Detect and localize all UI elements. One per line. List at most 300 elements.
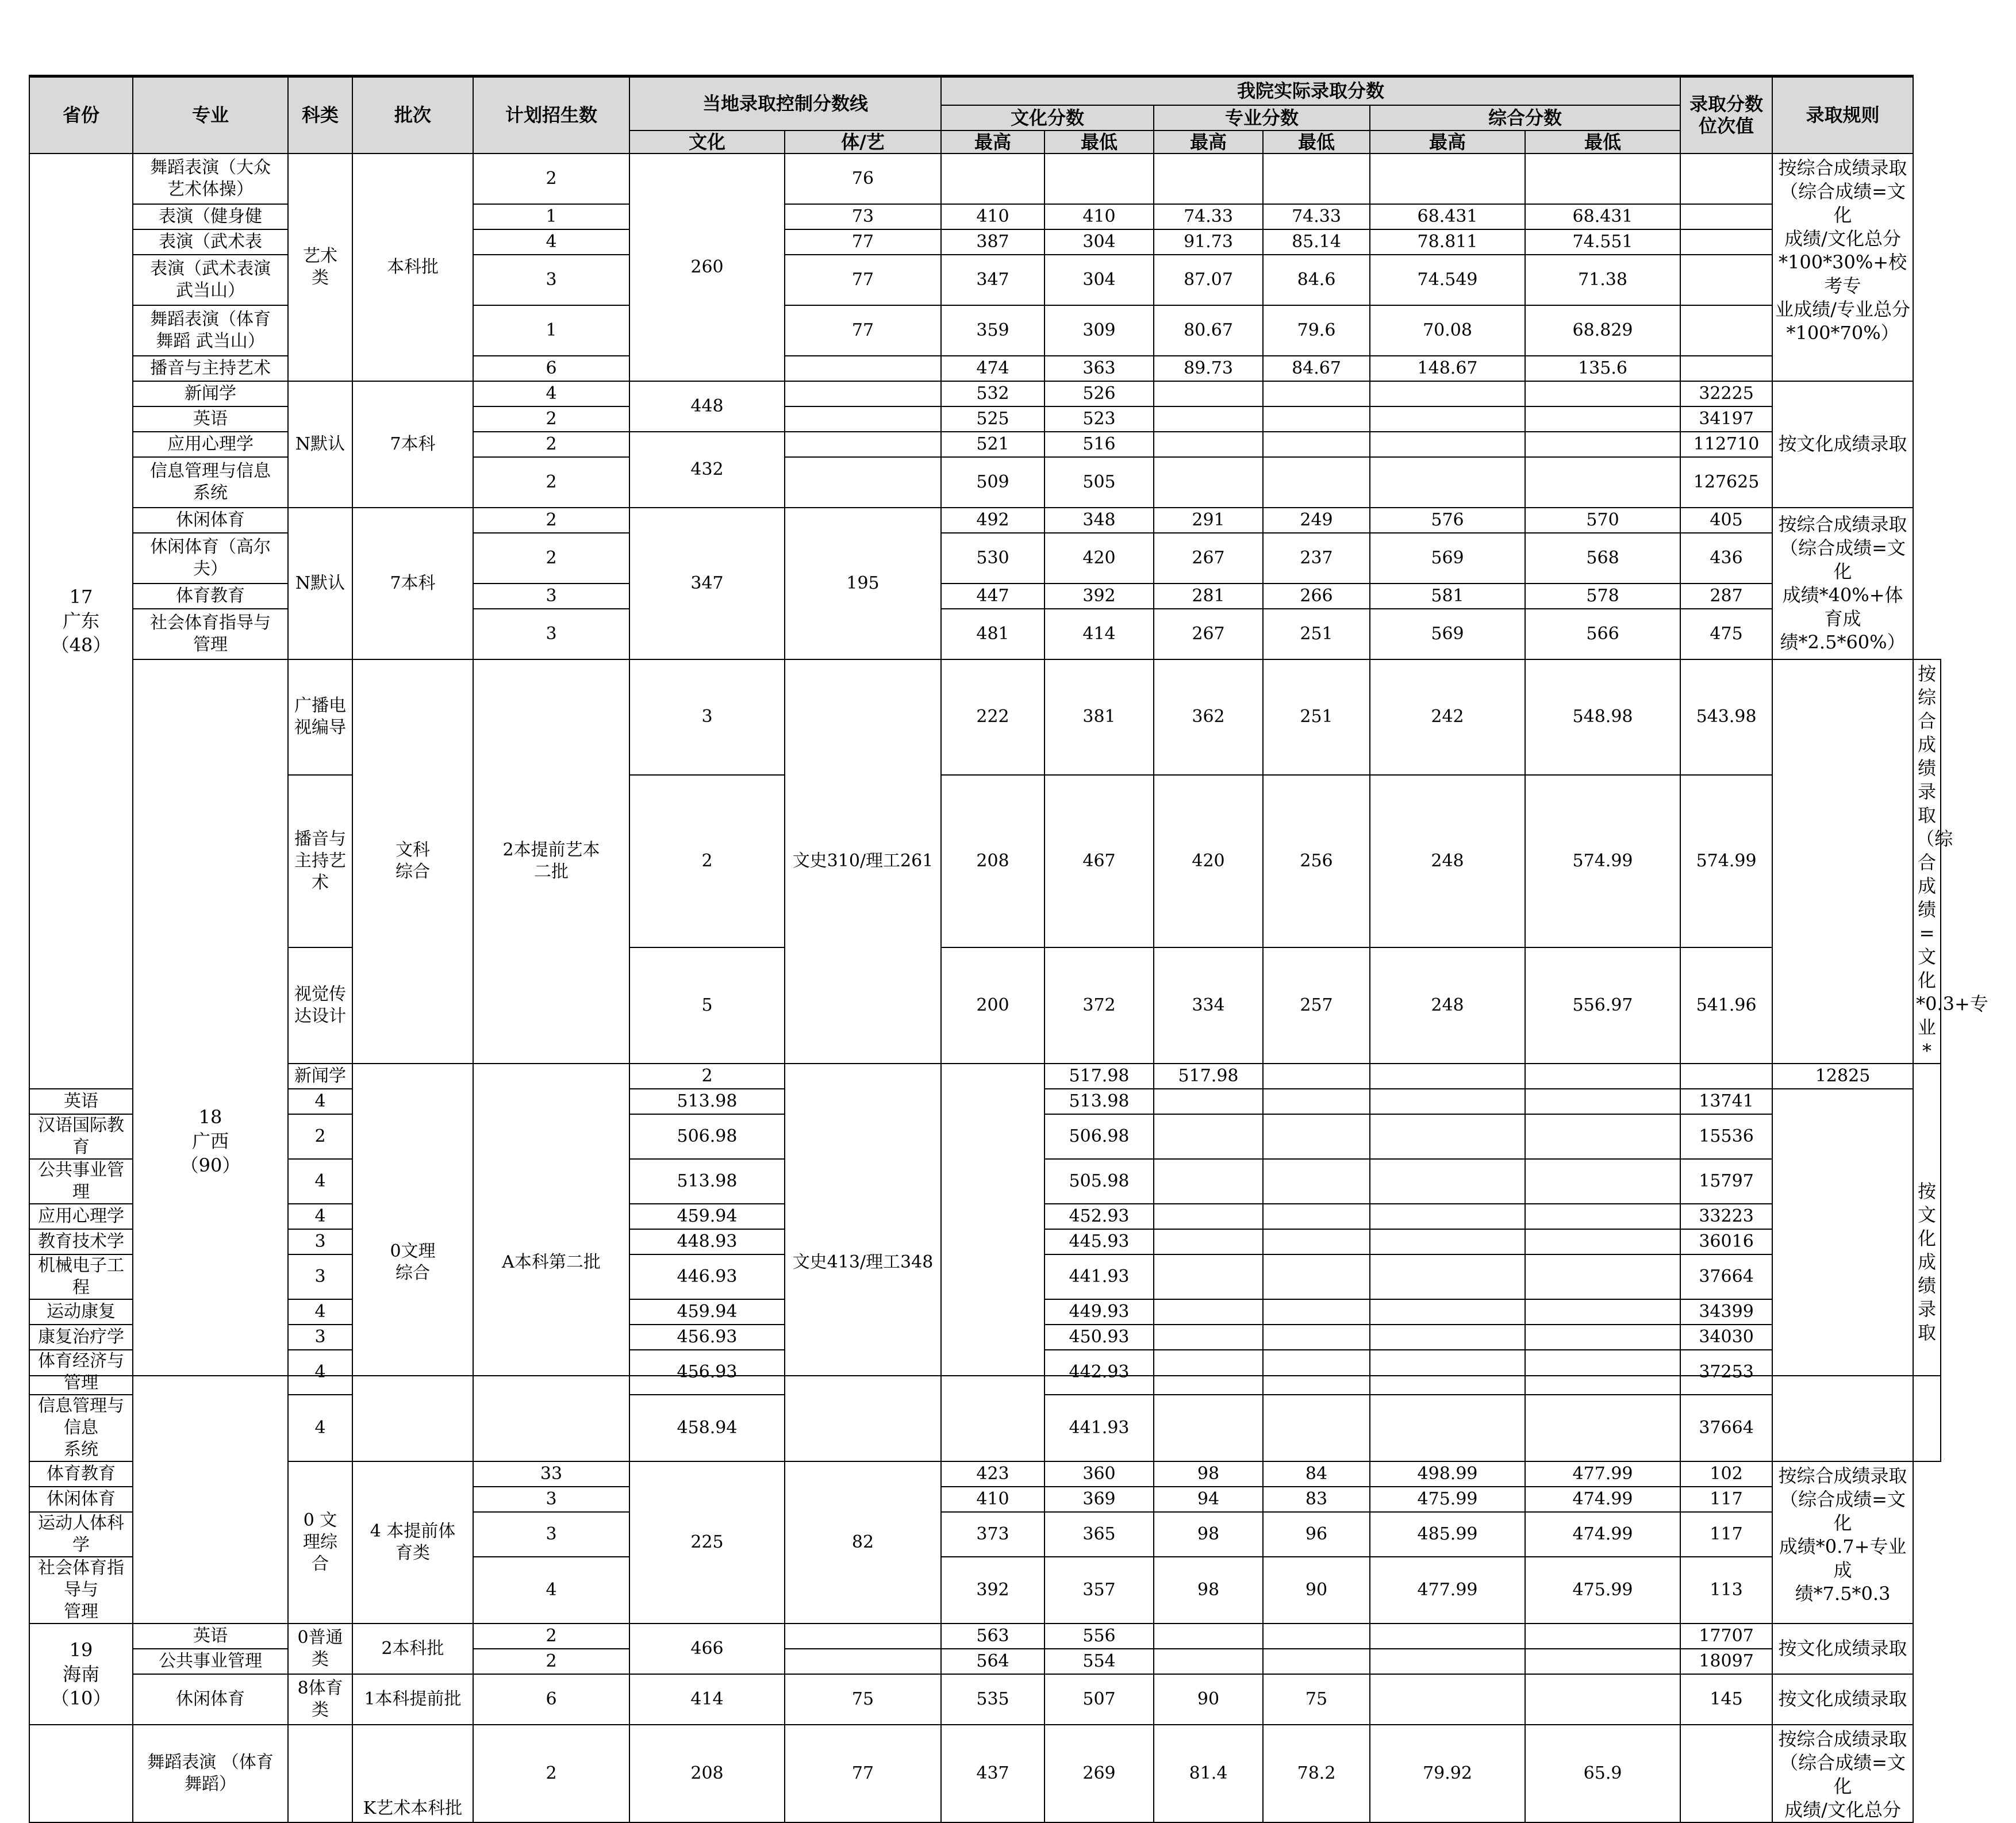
total-max-cell [1370,1114,1525,1159]
culture-min-cell: 365 [1045,1512,1154,1557]
major-cell: 应用心理学 [29,1204,133,1229]
culture-max-cell: 492 [941,508,1045,533]
plan-cell: 5 [629,947,785,1064]
plan-cell: 2 [473,153,629,204]
major-min-cell: 96 [1263,1512,1370,1557]
major-max-cell [1154,1624,1263,1649]
total-max-cell: 68.431 [1370,204,1525,229]
subject-cell [288,1725,352,1822]
header-max: 最高 [1370,131,1525,153]
total-max-cell [1370,1089,1525,1114]
major-cell: 英语 [133,406,288,432]
rank-cell: 17707 [1680,1624,1772,1649]
local-sport-cell: 82 [785,1461,941,1624]
total-max-cell: 79.92 [1370,1725,1525,1822]
subject-cell: 艺术 类 [288,153,352,381]
total-max-cell [1370,1299,1525,1325]
culture-min-cell: 269 [1045,1725,1154,1822]
plan-cell: 6 [473,356,629,381]
major-max-cell [1154,1649,1263,1674]
rank-cell: 37664 [1680,1395,1772,1461]
major-min-cell: 248 [1370,947,1525,1064]
plan-cell: 3 [473,609,629,659]
subject-cell: 0普通 类 [288,1624,352,1674]
header-rule: 录取规则 [1772,76,1913,153]
major-max-cell [1154,1395,1263,1461]
plan-cell: 3 [629,659,785,776]
major-cell: 教育技术学 [29,1229,133,1254]
rank-cell: 12825 [1772,1064,1913,1089]
major-cell: 广播电视编导 [288,659,352,776]
major-min-cell [1263,432,1370,457]
major-min-cell [1263,1089,1370,1114]
total-max-cell: 74.549 [1370,255,1525,305]
major-max-cell: 74.33 [1154,204,1263,229]
total-min-cell [1525,1674,1680,1725]
major-min-cell [1263,1114,1370,1159]
total-min-cell: 474.99 [1525,1512,1680,1557]
table-row [29,153,1941,204]
major-min-cell [1263,1624,1370,1649]
plan-cell: 6 [473,1674,629,1725]
admission-table [29,75,1988,1823]
major-min-cell [1263,457,1370,508]
rank-cell [1680,204,1772,229]
total-min-cell: 475.99 [1525,1557,1680,1624]
major-cell: 信息管理与信息 系统 [133,457,288,508]
major-max-cell: 81.4 [1154,1725,1263,1822]
header-total-score: 综合分数 [1370,105,1680,131]
culture-min-cell: 348 [1045,508,1154,533]
header-local-culture: 文化 [629,131,785,153]
header-local-sport-art: 体/艺 [785,131,941,153]
major-min-cell [1263,1350,1370,1395]
total-min-cell: 68.431 [1525,204,1680,229]
local-sport-cell [785,457,941,508]
culture-max-cell: 525 [941,406,1045,432]
total-min-cell [1680,1064,1772,1089]
culture-min-cell: 554 [1045,1649,1154,1674]
major-max-cell: 89.73 [1154,356,1263,381]
culture-max-cell: 459.94 [629,1204,785,1229]
rank-cell [1680,255,1772,305]
header-max: 最高 [1154,131,1263,153]
total-max-cell [1525,1064,1680,1089]
major-min-cell [1263,153,1370,204]
local-culture-cell: 347 [629,508,785,659]
local-sport-cell [785,406,941,432]
rule-cell: 按文化成绩录取 [1913,1064,1941,1461]
culture-min-cell: 420 [1045,533,1154,584]
total-max-cell: 477.99 [1370,1557,1525,1624]
major-max-cell [1154,1114,1263,1159]
rank-cell: 18097 [1680,1649,1772,1674]
table-row [29,947,1941,1064]
culture-min-cell: 506.98 [1045,1114,1154,1159]
table-header [29,76,1941,153]
local-culture-cell: 文史413/理工348 [785,1064,941,1461]
culture-min-cell: 449.93 [1045,1299,1154,1325]
major-min-cell [1263,1159,1370,1204]
subject-cell: N默认 [288,381,352,508]
total-max-cell [1370,1624,1525,1649]
plan-cell: 2 [629,1064,785,1089]
culture-max-cell: 467 [1045,775,1154,947]
major-max-cell [1154,1299,1263,1325]
total-max-cell [1370,1229,1525,1254]
local-sport-cell [785,432,941,457]
total-max-cell [1370,1395,1525,1461]
major-max-cell [1154,1159,1263,1204]
culture-max-cell: 506.98 [629,1114,785,1159]
culture-max-cell: 373 [941,1512,1045,1557]
major-max-cell: 281 [1154,584,1263,609]
major-max-cell: 98 [1154,1557,1263,1624]
total-min-cell [1525,1299,1680,1325]
total-min-cell [1525,1159,1680,1204]
rule-cell: 按文化成绩录取 [1772,381,1913,508]
subject-cell: 0 文 理综 合 [288,1461,352,1624]
major-cell: 公共事业管理 [133,1649,288,1674]
culture-min-cell: 442.93 [1045,1350,1154,1395]
local-sport-cell: 77 [785,229,941,255]
plan-cell: 3 [288,1254,352,1299]
major-min-cell [1263,1204,1370,1229]
major-max-cell: 256 [1263,775,1370,947]
major-cell: 体育教育 [133,584,288,609]
plan-cell: 2 [473,508,629,533]
rank-cell: 33223 [1680,1204,1772,1229]
culture-min-cell: 420 [1154,775,1263,947]
local-sport-cell: 208 [941,775,1045,947]
culture-min-cell: 523 [1045,406,1154,432]
major-min-cell [1263,1229,1370,1254]
rank-cell: 36016 [1680,1229,1772,1254]
batch-cell: K艺术本科批 [352,1725,473,1822]
major-min-cell [1263,1299,1370,1325]
total-min-cell: 74.551 [1525,229,1680,255]
plan-cell: 2 [629,775,785,947]
total-max-cell [1370,1674,1525,1725]
major-max-cell: 267 [1154,533,1263,584]
rank-cell: 15797 [1680,1159,1772,1204]
local-sport-cell: 76 [785,153,941,204]
table-row [29,659,1941,776]
rank-cell: 15536 [1680,1114,1772,1159]
culture-min-cell: 360 [1045,1461,1154,1487]
rank-cell: 127625 [1680,457,1772,508]
plan-cell: 3 [473,1512,629,1557]
major-min-cell: 84.6 [1263,255,1370,305]
province-cell [29,1725,133,1822]
major-cell: 新闻学 [133,381,288,406]
local-culture-cell: 225 [629,1461,785,1624]
major-cell: 舞蹈表演 （体育 舞蹈） [133,1725,288,1822]
culture-max-cell: 532 [941,381,1045,406]
major-max-cell: 257 [1263,947,1370,1064]
major-max-cell [1154,1325,1263,1350]
culture-max-cell: 456.93 [629,1325,785,1350]
local-culture-cell: 466 [629,1624,785,1674]
major-max-cell [1154,406,1263,432]
total-min-cell [1525,1395,1680,1461]
header-plan: 计划招生数 [473,76,629,153]
major-max-cell [1154,432,1263,457]
major-max-cell: 98 [1154,1512,1263,1557]
total-max-cell: 569 [1370,533,1525,584]
culture-max-cell: 437 [941,1725,1045,1822]
major-max-cell [1154,1089,1263,1114]
local-sport-cell: 200 [941,947,1045,1064]
table-row [29,508,1941,533]
total-min-cell [1525,153,1680,204]
batch-cell: 4 本提前体 育类 [352,1461,473,1624]
culture-max-cell: 563 [941,1624,1045,1649]
local-sport-cell: 75 [785,1674,941,1725]
major-cell: 表演（健身健 [133,204,288,229]
culture-min-cell: 362 [1154,659,1263,776]
major-max-cell [1154,153,1263,204]
subject-cell: 8体育 类 [288,1674,352,1725]
header-actual: 我院实际录取分数 [941,76,1680,105]
rank-cell: 34197 [1680,406,1772,432]
major-cell: 社会体育指导与 管理 [29,1557,133,1624]
major-max-cell: 291 [1154,508,1263,533]
culture-min-cell: 507 [1045,1674,1154,1725]
admission-score-sheet [29,75,1988,1821]
plan-cell: 3 [473,1487,629,1512]
total-min-cell [1525,1229,1680,1254]
culture-max-cell: 474 [941,356,1045,381]
header-min: 最低 [1263,131,1370,153]
major-cell: 汉语国际教育 [29,1114,133,1159]
major-min-cell: 249 [1263,508,1370,533]
culture-min-cell: 505.98 [1045,1159,1154,1204]
major-cell: 休闲体育 [133,1674,288,1725]
major-cell: 信息管理与信息 系统 [29,1395,133,1461]
local-sport-cell [785,381,941,406]
major-min-cell: 90 [1263,1557,1370,1624]
major-min-cell [1263,1395,1370,1461]
total-min-cell: 578 [1525,584,1680,609]
local-sport-cell [785,356,941,381]
culture-min-cell: 369 [1045,1487,1154,1512]
culture-max-cell: 423 [941,1461,1045,1487]
major-cell: 体育教育 [29,1461,133,1487]
plan-cell: 2 [473,432,629,457]
culture-min-cell: 513.98 [1045,1089,1154,1114]
local-culture-cell: 432 [629,432,785,508]
local-culture-cell: 448 [629,381,785,432]
major-cell: 舞蹈表演（大众 艺术体操） [133,153,288,204]
batch-cell: 7本科 [352,508,473,659]
table-body [29,153,1988,1822]
total-min-cell [1525,1204,1680,1229]
total-min-cell: 135.6 [1525,356,1680,381]
rule-cell: 按文化成绩录取 [1772,1624,1913,1674]
culture-max-cell: 517.98 [1045,1064,1154,1089]
rule-cell: 按文化成绩录取 [1772,1674,1913,1725]
header-rank: 录取分数 位次值 [1680,76,1772,153]
province-cell: 17 广东 （48） [29,153,133,1089]
major-min-cell: 83 [1263,1487,1370,1512]
culture-min-cell: 410 [1045,204,1154,229]
major-cell: 表演（武术表演 武当山） [133,255,288,305]
rank-cell: 405 [1680,508,1772,533]
header-local-line: 当地录取控制分数线 [629,76,941,131]
table-row [29,1624,1941,1649]
local-sport-cell [785,1624,941,1649]
local-sport-cell [785,1649,941,1674]
major-cell: 播音与主持艺术 [133,356,288,381]
total-max-cell: 498.99 [1370,1461,1525,1487]
major-max-cell: 90 [1154,1674,1263,1725]
major-max-cell: 251 [1263,659,1370,776]
major-max-cell [1154,1229,1263,1254]
total-min-cell: 71.38 [1525,255,1680,305]
plan-cell: 2 [473,406,629,432]
major-min-cell [1263,381,1370,406]
plan-cell: 33 [473,1461,629,1487]
major-cell: 舞蹈表演（体育 舞蹈 武当山） [133,305,288,356]
batch-cell: 7本科 [352,381,473,508]
culture-max-cell: 372 [1045,947,1154,1064]
culture-max-cell: 347 [941,255,1045,305]
major-cell: 休闲体育 [133,508,288,533]
major-min-cell: 75 [1263,1674,1370,1725]
culture-max-cell: 509 [941,457,1045,508]
major-cell: 运动康复 [29,1299,133,1325]
major-min-cell: 248 [1370,775,1525,947]
plan-cell: 4 [288,1089,352,1114]
plan-cell: 4 [288,1159,352,1204]
rank-cell [1680,153,1772,204]
culture-max-cell: 564 [941,1649,1045,1674]
batch-cell: A本科第二批 [473,1064,629,1461]
total-max-cell: 556.97 [1525,947,1680,1064]
major-max-cell [1154,381,1263,406]
total-max-cell: 78.811 [1370,229,1525,255]
plan-cell: 2 [473,1649,629,1674]
rank-cell [1680,356,1772,381]
culture-min-cell: 450.93 [1045,1325,1154,1350]
culture-max-cell: 459.94 [629,1299,785,1325]
batch-cell: 1本科提前批 [352,1674,473,1725]
major-max-cell [1154,1254,1263,1299]
total-min-cell: 543.98 [1680,659,1772,776]
plan-cell: 3 [473,255,629,305]
rank-cell [1680,1725,1772,1822]
rule-cell: 按综合成绩录取 （综合成绩=文化 成绩*40%+体育成 绩*2.5*60%） [1772,508,1913,659]
total-min-cell: 541.96 [1680,947,1772,1064]
total-max-cell [1370,1159,1525,1204]
local-sport-cell: 195 [785,508,941,659]
province-cell: 19 海南 （10） [29,1624,133,1725]
culture-min-cell: 334 [1154,947,1263,1064]
major-min-cell: 242 [1370,659,1525,776]
culture-max-cell: 387 [941,229,1045,255]
culture-max-cell: 359 [941,305,1045,356]
total-min-cell [1525,1624,1680,1649]
culture-min-cell: 517.98 [1154,1064,1263,1089]
header-subject: 科类 [288,76,352,153]
major-max-cell: 91.73 [1154,229,1263,255]
culture-min-cell: 556 [1045,1624,1154,1649]
local-sport-cell: 222 [941,659,1045,776]
local-culture-cell: 260 [629,153,785,381]
culture-min-cell: 392 [1045,584,1154,609]
rank-cell: 117 [1680,1512,1772,1557]
culture-max-cell: 481 [941,609,1045,659]
total-min-cell [1525,1649,1680,1674]
major-min-cell: 74.33 [1263,204,1370,229]
header-major-score: 专业分数 [1154,105,1370,131]
major-min-cell [1263,1254,1370,1299]
local-culture-cell: 208 [629,1725,785,1822]
total-min-cell [1525,1114,1680,1159]
total-min-cell: 574.99 [1680,775,1772,947]
local-culture-cell: 文史310/理工261 [785,659,941,1064]
total-max-cell: 569 [1370,609,1525,659]
local-culture-cell: 414 [629,1674,785,1725]
major-cell: 体育经济与管理 [29,1350,133,1395]
batch-cell: 2本提前艺本 二批 [473,659,629,1064]
header-culture-score: 文化分数 [941,105,1154,131]
major-cell: 英语 [133,1624,288,1649]
table-row [29,1725,1941,1822]
total-max-cell [1370,1350,1525,1395]
major-cell: 英语 [29,1089,133,1114]
culture-min-cell: 309 [1045,305,1154,356]
province-cell: 18 广西 （90） [133,659,288,1624]
header-min: 最低 [1525,131,1680,153]
major-min-cell [1370,1064,1525,1089]
culture-min-cell: 441.93 [1045,1395,1154,1461]
total-max-cell: 576 [1370,508,1525,533]
rank-cell: 13741 [1680,1089,1772,1114]
total-max-cell [1370,1325,1525,1350]
major-cell: 新闻学 [288,1064,352,1089]
total-max-cell [1370,1649,1525,1674]
culture-max-cell: 513.98 [629,1089,785,1114]
major-min-cell: 84 [1263,1461,1370,1487]
header-province: 省份 [29,76,133,153]
culture-max-cell: 513.98 [629,1159,785,1204]
major-min-cell [1263,1325,1370,1350]
total-max-cell: 574.99 [1525,775,1680,947]
culture-max-cell: 410 [941,1487,1045,1512]
major-cell: 机械电子工程 [29,1254,133,1299]
major-max-cell [1154,457,1263,508]
rank-cell [1772,659,1913,1064]
major-cell: 运动人体科学 [29,1512,133,1557]
rank-cell: 34399 [1680,1299,1772,1325]
total-min-cell: 65.9 [1525,1725,1680,1822]
culture-min-cell: 526 [1045,381,1154,406]
total-max-cell [1370,1204,1525,1229]
major-max-cell: 267 [1154,609,1263,659]
total-max-cell: 581 [1370,584,1525,609]
rank-cell: 436 [1680,533,1772,584]
culture-max-cell: 456.93 [629,1350,785,1395]
total-min-cell: 477.99 [1525,1461,1680,1487]
rule-cell: 按综合成绩录取 （综合成绩=文化 *0.3+专业* [1913,659,1941,1064]
header-batch: 批次 [352,76,473,153]
total-min-cell: 474.99 [1525,1487,1680,1512]
plan-cell: 2 [473,1624,629,1649]
plan-cell: 4 [288,1350,352,1395]
major-min-cell: 251 [1263,609,1370,659]
